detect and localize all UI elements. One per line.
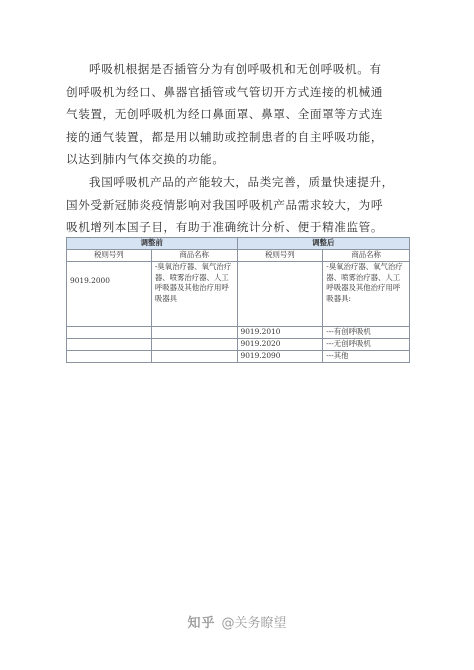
after-code-cell: 9019.2020 (237, 339, 323, 351)
after-adjustment-header: 调整后 (237, 238, 410, 250)
watermark (0, 612, 474, 631)
empty-cell (151, 351, 237, 363)
paragraph-ventilator-types (66, 58, 410, 171)
empty-cell (151, 339, 237, 351)
zhihu-logo: 知乎 (187, 616, 216, 631)
empty-cell (151, 327, 237, 339)
paragraph-line: 气装置，无创呼吸机为经口鼻面罩、鼻罩、全面罩等方式连 (66, 107, 384, 122)
tariff-adjustment-table (66, 237, 410, 363)
paragraph-line: 我国呼吸机产品的产能较大，品类完善，质量快速提升， (89, 175, 394, 189)
after-code-cell: 9019.2090 (237, 351, 323, 363)
after-code-cell: 9019.2010 (237, 327, 323, 339)
before-adjustment-header: 调整前 (67, 238, 238, 250)
empty-cell (67, 339, 152, 351)
column-header-name: 商品名称 (323, 250, 410, 262)
empty-cell (237, 262, 323, 327)
after-name-cell: ---无创呼吸机 (323, 339, 410, 351)
column-header-code: 税则号列 (67, 250, 152, 262)
watermark-author: @关务瞭望 (221, 616, 287, 631)
column-header-name: 商品名称 (151, 250, 237, 262)
before-name-cell: -臭氧治疗器、氧气治疗器、喷雾治疗器、人工呼吸器及其他治疗用呼吸器具 (151, 262, 237, 327)
before-code-cell: 9019.2000 (67, 262, 152, 327)
paragraph-line: 创呼吸机为经口、鼻器官插管或气管切开方式连接的机械通 (66, 84, 384, 99)
paragraph-line: 接的通气装置，都是用以辅助或控制患者的自主呼吸功能， (66, 129, 384, 144)
paragraph-line: 呼吸机根据是否插管分为有创呼吸机和无创呼吸机。有 (89, 62, 382, 76)
after-name-cell: -臭氧治疗器、氧气治疗器、喷雾治疗器、人工呼吸器及其他治疗用呼吸器具: (323, 262, 410, 327)
after-name-cell: ---其他 (323, 351, 410, 363)
empty-cell (67, 351, 152, 363)
empty-cell (67, 327, 152, 339)
paragraph-tariff-rationale (66, 171, 410, 239)
paragraph-line: 以达到肺内气体交换的功能。 (66, 152, 225, 167)
table-column-header-row (67, 250, 410, 262)
table-row (67, 262, 410, 327)
paragraph-line: 吸机增列本国子目，有助于准确统计分析、便于精准监管。 (66, 220, 384, 235)
table-row (67, 351, 410, 363)
column-header-code: 税则号列 (237, 250, 323, 262)
paragraph-line: 国外受新冠肺炎疫情影响对我国呼吸机产品需求较大，为呼 (66, 197, 384, 212)
table-row (67, 339, 410, 351)
table-row (67, 327, 410, 339)
table-group-header-row (67, 238, 410, 250)
after-name-cell: ---有创呼吸机 (323, 327, 410, 339)
